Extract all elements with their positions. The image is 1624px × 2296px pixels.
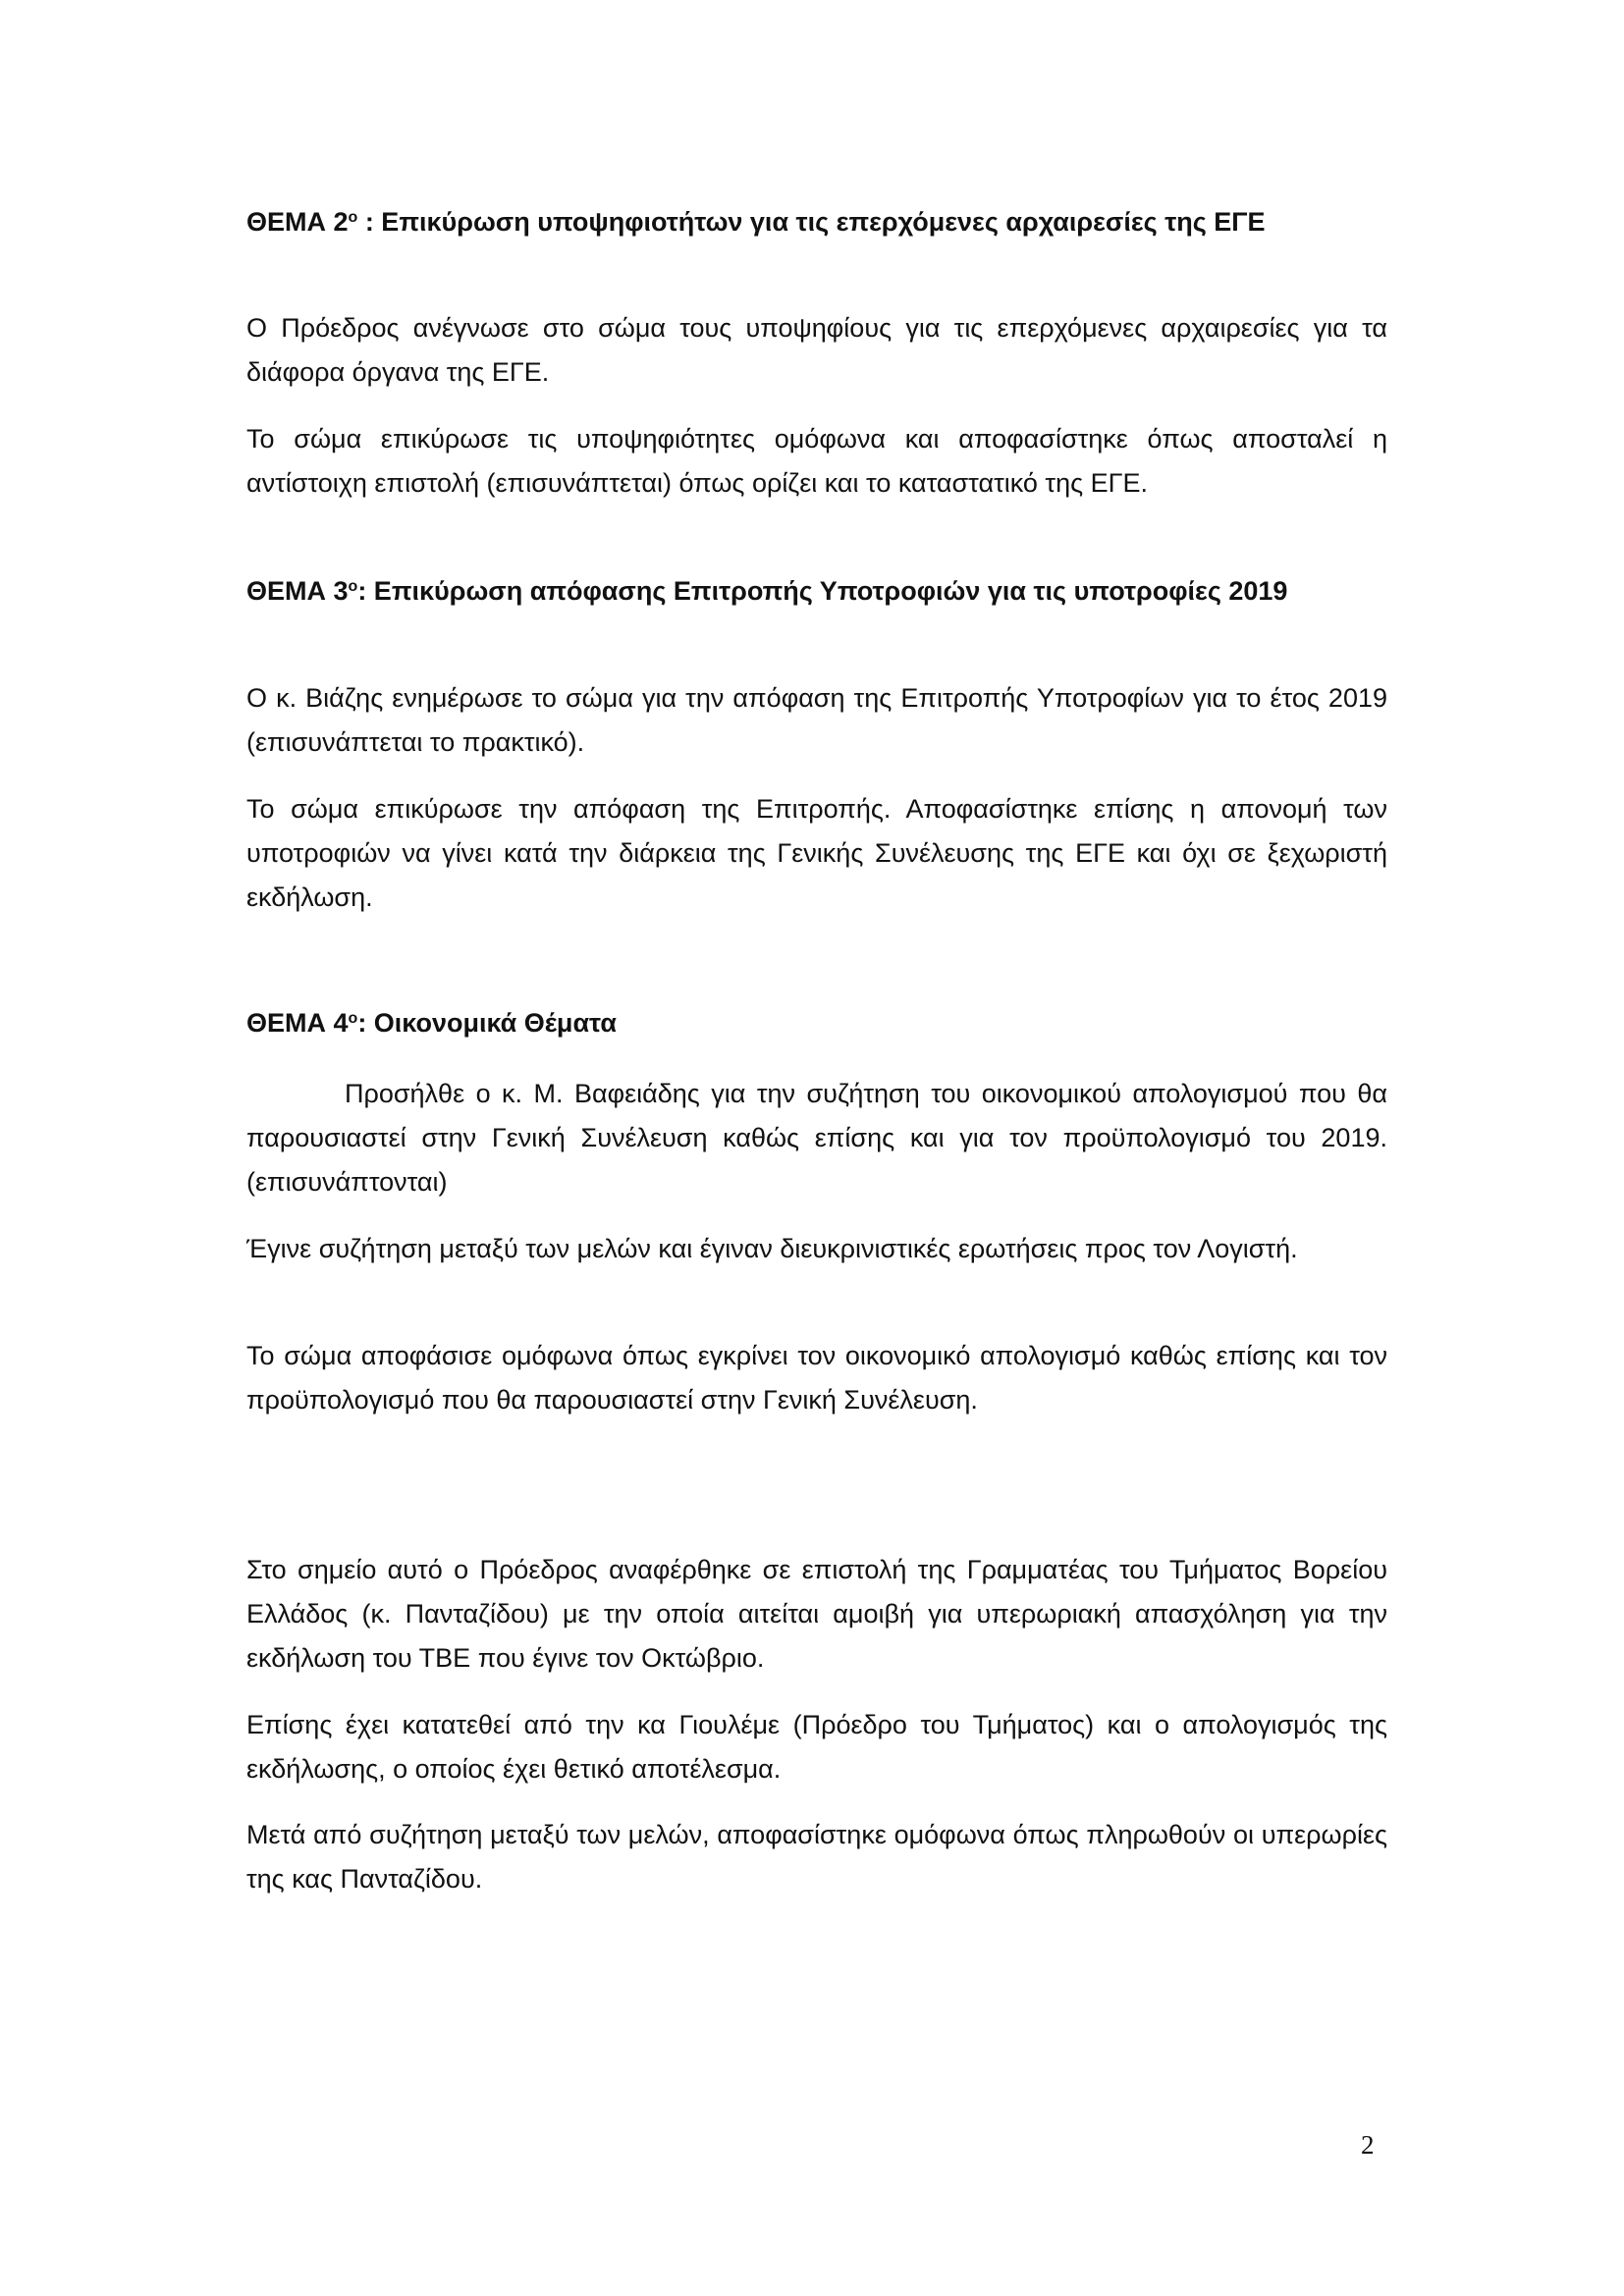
paragraph: Το σώμα αποφάσισε ομόφωνα όπως εγκρίνει τον οικονομικό απολογισμό καθώς επίσης και τον προϋπολογισμό που θα παρουσιαστεί στην Γενική Συνέλευση.: [246, 1341, 1387, 1415]
paragraph: Έγινε συζήτηση μεταξύ των μελών και έγιναν διευκρινιστικές ερωτήσεις προς τον Λογιστή.: [246, 1234, 1298, 1263]
paragraph: Μετά από συζήτηση μεταξύ των μελών, αποφασίστηκε ομόφωνα όπως πληρωθούν οι υπερωρίες της κας Πανταζίδου.: [246, 1820, 1387, 1894]
paragraph-indented: [246, 1072, 1387, 1204]
page-number: 2: [1361, 2130, 1375, 2160]
heading-title: : Επικύρωση υποψηφιοτήτων για τις επερχόμενες αρχαιρεσίες της ΕΓΕ: [357, 207, 1266, 237]
paragraph-text: Προσήλθε ο κ. Μ. Βαφειάδης για την συζήτηση του οικονομικού απολογισμού που θα παρουσιαστεί στην Γενική Συνέλευση καθώς επίσης και για τον προϋπολογισμό του 2019. (επισυνάπτονται): [246, 1079, 1387, 1197]
heading-ordinal: ο: [348, 1010, 358, 1027]
heading-number: ΘΕΜΑ 2: [246, 207, 349, 237]
heading-ordinal: ο: [348, 209, 358, 226]
section-heading-4: [246, 1001, 1387, 1045]
heading-number: ΘΕΜΑ 3: [246, 576, 349, 606]
section-heading-3: [246, 569, 1387, 614]
paragraph: Το σώμα επικύρωσε την απόφαση της Επιτροπής. Αποφασίστηκε επίσης η απονομή των υποτροφιών να γίνει κατά την διάρκεια της Γενικής Συνέλευσης της ΕΓΕ και όχι σε ξεχωριστή εκδήλωση.: [246, 794, 1387, 912]
paragraph: Το σώμα επικύρωσε τις υποψηφιότητες ομόφωνα και αποφασίστηκε όπως αποσταλεί η αντίστοιχη επιστολή (επισυνάπτεται) όπως ορίζει και το καταστατικό της ΕΓΕ.: [246, 424, 1387, 498]
heading-title: : Επικύρωση απόφασης Επιτροπής Υποτροφιών για τις υποτροφίες 2019: [357, 576, 1288, 606]
section-heading-2: [246, 200, 1387, 244]
paragraph: Στο σημείο αυτό ο Πρόεδρος αναφέρθηκε σε επιστολή της Γραμματέας του Τμήματος Βορείου Ελλάδος (κ. Πανταζίδου) με την οποία αιτείται αμοιβή για υπερωριακή απασχόληση για την εκδήλωση του ΤΒΕ που έγινε τον Οκτώβριο.: [246, 1555, 1387, 1673]
heading-number: ΘΕΜΑ 4: [246, 1008, 349, 1038]
paragraph: Ο κ. Βιάζης ενημέρωσε το σώμα για την απόφαση της Επιτροπής Υποτροφίων για το έτος 2019 (επισυνάπτεται το πρακτικό).: [246, 683, 1387, 757]
paragraph: Επίσης έχει κατατεθεί από την κα Γιουλέμε (Πρόεδρο του Τμήματος) και ο απολογισμός της εκδήλωσης, ο οποίος έχει θετικό αποτέλεσμα.: [246, 1710, 1387, 1784]
heading-ordinal: ο: [348, 578, 358, 595]
paragraph: Ο Πρόεδρος ανέγνωσε στο σώμα τους υποψηφίους για τις επερχόμενες αρχαιρεσίες για τα διάφορα όργανα της ΕΓΕ.: [246, 313, 1387, 387]
heading-title: : Οικονομικά Θέματα: [357, 1008, 617, 1038]
